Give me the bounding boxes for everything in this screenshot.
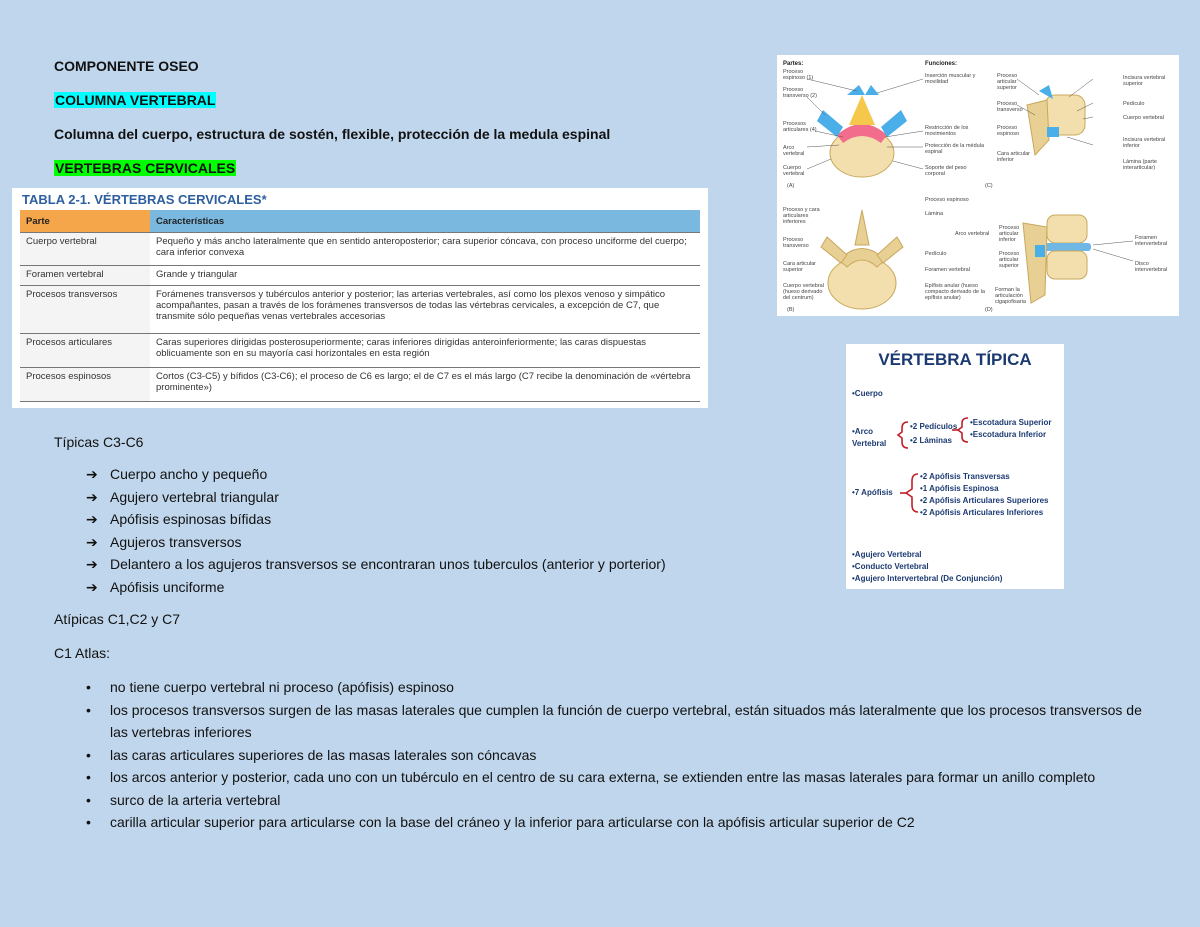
heading-columna-vertebral (54, 92, 216, 108)
list-item: • no tiene cuerpo vertebral ni proceso (apófisis) espinoso (86, 676, 1146, 699)
table-header-parte: Parte (20, 210, 150, 233)
definition-line: Columna del cuerpo, estructura de sostén, flexible, protección de la medula espinal (54, 126, 611, 142)
figure-label-b-right: Arco vertebral (955, 231, 990, 237)
table-cell-caracteristicas: Cortos (C3-C5) y bífidos (C3-C6); el proceso de C6 es largo; el de C7 es el más largo (C7 recibe la denominación de «vértebra prominente») (150, 368, 700, 402)
figure-label-a: Cuerpo vertebral (783, 165, 805, 177)
figure-label-b: Cara articular superior (783, 261, 817, 273)
card-apofisis-item: •1 Apófisis Espinosa (920, 484, 999, 493)
figure-label-d-right: Foramen intervertebral (1135, 235, 1168, 247)
c1-atlas-title: C1 Atlas: (54, 645, 111, 661)
arrow-icon: ➔ (86, 556, 98, 572)
figure-partes-title: Partes: (783, 61, 804, 67)
list-item: ➔ Delantero a los agujeros transversos se encontraran unos tuberculos (anterior y porterior) (86, 553, 666, 576)
heading-vertebras-cervicales (54, 160, 236, 176)
figure-panel-letter: (B) (787, 307, 795, 313)
figure-panel-letter: (C) (985, 183, 993, 189)
figure-label-c-right: Incisura vertebral superior (1123, 75, 1166, 87)
figure-label-c-right: Pedículo (1123, 101, 1145, 107)
table-cell-parte: Foramen vertebral (20, 266, 150, 286)
arrow-icon: ➔ (86, 488, 98, 505)
card-cuerpo: •Cuerpo (852, 389, 883, 398)
table-cell-caracteristicas: Caras superiores dirigidas posterosuperiormente; caras inferiores dirigidas anteroinferiormente; las caras dispuestas oblicuamente son en su mayoría casi horizontales en esta región (150, 334, 700, 368)
list-item: ➔ Cuerpo ancho y pequeño (86, 463, 666, 486)
arrow-icon: ➔ (86, 578, 98, 595)
table-cell-parte: Procesos transversos (20, 286, 150, 334)
figure-label-c-right: Lámina (parte interarticular) (1123, 159, 1157, 171)
heading-componente-oseo: COMPONENTE OSEO (54, 58, 199, 74)
figure-label-c-left: Proceso espinoso (997, 125, 1020, 137)
figure-label-b: Proceso y cara articulares inferiores (783, 207, 820, 225)
vertebra-illustration (777, 55, 1179, 316)
bullet-icon: • (86, 814, 91, 830)
card-agujero-intervertebral: •Agujero Intervertebral (De Conjunción) (852, 574, 1003, 583)
bullet-icon: • (86, 679, 91, 695)
figure-label-d-right: Disco intervertebral (1135, 261, 1168, 273)
figure-label-d-left: Proceso articular superior (999, 251, 1020, 269)
figure-funcion: Inserción muscular y movilidad (925, 73, 976, 85)
bullet-icon: • (86, 701, 91, 718)
card-vertebral: Vertebral (852, 439, 887, 448)
figure-label-c-right: Cuerpo vertebral (1123, 115, 1164, 121)
table-cell-parte: Procesos espinosos (20, 368, 150, 402)
list-item: ➔ Apófisis espinosas bífidas (86, 508, 666, 531)
arrow-icon: ➔ (86, 466, 98, 482)
figure-funcion: Soporte del peso corporal (925, 165, 967, 177)
table-row (20, 233, 700, 266)
card-laminas: •2 Láminas (910, 436, 952, 445)
figure-label-c-left: Proceso articular superior (997, 73, 1018, 91)
figure-funcion: Protección de la médula espinal (925, 143, 985, 155)
card-agujero-vertebral: •Agujero Vertebral (852, 550, 922, 559)
card-escotadura-superior: •Escotadura Superior (970, 418, 1052, 427)
figure-label-b-right: Proceso espinoso (925, 197, 969, 203)
figure-label-b-right: Lámina (925, 211, 944, 217)
tipicas-list (86, 463, 666, 598)
figure-funciones-title: Funciones: (925, 61, 958, 67)
list-item: • las caras articulares superiores de las masas laterales son cóncavas (86, 744, 1146, 767)
figure-panel-letter: (A) (787, 183, 795, 189)
figure-label-b: Proceso transverso (783, 237, 809, 249)
table-title: TABLA 2-1. VÉRTEBRAS CERVICALES* (22, 192, 267, 207)
card-apofisis: •7 Apófisis (852, 488, 893, 497)
figure-label-d-left: Forman la articulación cigapofisaria (995, 287, 1026, 305)
table-cell-caracteristicas: Grande y triangular (150, 266, 700, 286)
vertebra-tipica-card (846, 344, 1064, 589)
table-row (20, 286, 700, 334)
list-item: • surco de la arteria vertebral (86, 789, 1146, 812)
list-item: • los arcos anterior y posterior, cada uno con un tubérculo en el centro de su cara externa, se extienden entre las masas laterales para formar un anillo completo (86, 766, 1146, 789)
highlight-cyan: COLUMNA VERTEBRAL (55, 92, 216, 108)
list-item: • los procesos transversos surgen de las masas laterales que cumplen la función de cuerpo vertebral, están situados más lateralmente que los procesos transversos de las vertebras inferiores (86, 699, 1146, 744)
table-row (20, 368, 700, 402)
figure-funcion: Restricción de los movimientos (925, 125, 969, 137)
list-item: • carilla articular superior para articularse con la base del cráneo y la inferior para articularse con la apófisis articular superior de C2 (86, 811, 1146, 834)
card-pediculos: •2 Pedículos (910, 422, 958, 431)
figure-label-c-right: Incisura vertebral inferior (1123, 137, 1166, 149)
highlight-green: VERTEBRAS CERVICALES (55, 160, 236, 176)
figure-label-b-right: Pedículo (925, 251, 947, 257)
table-cell-caracteristicas: Forámenes transversos y tubérculos anterior y posterior; las arterias vertebrales, así como los plexos venoso y simpático acompañantes, pasan a través de los forámenes transversos de todas las vértebras cervicales, a excepción de C7, que transmite sólo pequeñas venas vertebrales accesorias (150, 286, 700, 334)
bullet-icon: • (86, 769, 91, 785)
table-header-caracteristicas: Características (150, 210, 700, 233)
figure-label-c-left: Proceso transverso (997, 101, 1023, 113)
card-apofisis-item: •2 Apófisis Transversas (920, 472, 1010, 481)
list-item: ➔ Agujeros transversos (86, 531, 666, 554)
list-item: ➔ Agujero vertebral triangular (86, 486, 666, 509)
figure-label-a: Proceso transverso (2) (783, 87, 817, 99)
arrow-icon: ➔ (86, 533, 98, 550)
figure-label-b: Cuerpo vertebral (hueso derivado del centrum) (783, 283, 824, 301)
table-cell-parte: Cuerpo vertebral (20, 233, 150, 266)
list-item: ➔ Apófisis unciforme (86, 576, 666, 599)
figure-label-b-right: Foramen vertebral (925, 267, 970, 273)
table-cell-parte: Procesos articulares (20, 334, 150, 368)
cervical-table (20, 210, 700, 402)
card-escotadura-inferior: •Escotadura Inferior (970, 430, 1047, 439)
figure-panel-letter: (D) (985, 307, 993, 313)
tipicas-title: Típicas C3-C6 (54, 434, 144, 450)
bullet-icon: • (86, 791, 91, 808)
arrow-icon: ➔ (86, 511, 98, 527)
card-conducto-vertebral: •Conducto Vertebral (852, 562, 929, 571)
cervical-vertebrae-table-image (12, 188, 708, 408)
card-apofisis-item: •2 Apófisis Articulares Inferiores (920, 508, 1044, 517)
atlas-list (86, 676, 1146, 834)
card-arco: •Arco (852, 427, 874, 436)
figure-label-d-left: Proceso articular inferior (999, 225, 1020, 243)
figure-label-a: Arco vertebral (783, 145, 805, 157)
figure-label-c-left: Cara articular inferior (997, 151, 1031, 163)
figure-label-a: Procesos articulares (4) (783, 121, 817, 133)
card-title: VÉRTEBRA TÍPICA (878, 350, 1032, 369)
table-cell-caracteristicas: Pequeño y más ancho lateralmente que en sentido anteroposterior; cara superior cóncava, con proceso unciforme del cuerpo; cara inferior convexa (150, 233, 700, 266)
card-apofisis-item: •2 Apófisis Articulares Superiores (920, 496, 1049, 505)
vertebra-anatomy-figure (777, 55, 1179, 316)
figure-label-a: Proceso espinoso (1) (783, 69, 814, 81)
figure-label-b-right: Epífisis anular (hueso compacto derivado de la epífisis anular) (925, 283, 985, 301)
table-row (20, 266, 700, 286)
atipicas-title: Atípicas C1,C2 y C7 (54, 611, 181, 627)
table-row (20, 334, 700, 368)
bullet-icon: • (86, 746, 91, 763)
